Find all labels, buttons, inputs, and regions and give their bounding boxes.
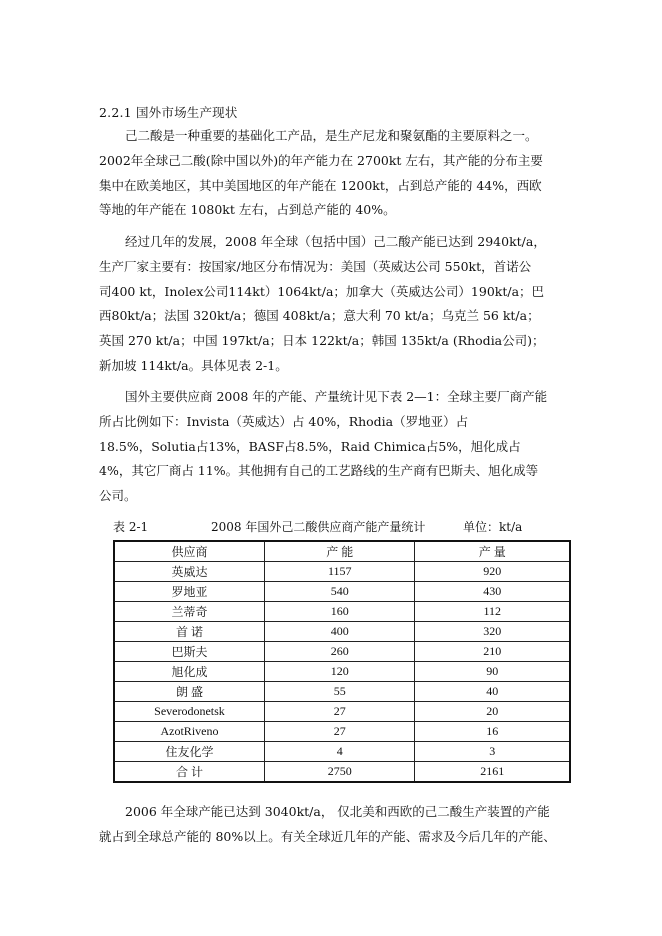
text-line: 集中在欧美地区，其中美国地区的年产能在 1200kt，占到总产能的 44%，西欧 <box>99 177 542 193</box>
cell-supplier: 首 诺 <box>114 622 264 642</box>
table-row <box>114 722 570 742</box>
cell-supplier: 旭化成 <box>114 662 264 682</box>
cell-capacity: 4 <box>264 742 415 762</box>
table-row <box>114 702 570 722</box>
cell-supplier: AzotRiveno <box>114 722 264 742</box>
cell-supplier: 住友化学 <box>114 742 264 762</box>
table-caption <box>113 518 573 535</box>
cell-supplier: 朗 盛 <box>114 682 264 702</box>
cell-supplier: Severodonetsk <box>114 702 264 722</box>
table-row <box>114 622 570 642</box>
cell-supplier: 兰蒂奇 <box>114 602 264 622</box>
cell-output: 430 <box>415 582 570 602</box>
cell-output: 920 <box>415 562 570 582</box>
table-caption-unit: 单位：kt/a <box>463 520 523 534</box>
text-line: 就占到全球总产能的 80%以上。有关全球近几年的产能、需求及今后几年的产能、 <box>99 828 556 844</box>
header-output: 产 量 <box>415 541 570 562</box>
paragraph-1 <box>99 124 569 223</box>
table-row <box>114 582 570 602</box>
header-supplier: 供应商 <box>114 541 264 562</box>
cell-output: 320 <box>415 622 570 642</box>
cell-supplier: 合 计 <box>114 762 264 783</box>
cell-output: 40 <box>415 682 570 702</box>
text-line: 等地的年产能在 1080kt 左右，占到总产能的 40%。 <box>99 202 396 218</box>
cell-output: 16 <box>415 722 570 742</box>
cell-supplier: 巴斯夫 <box>114 642 264 662</box>
supplier-capacity-table <box>113 540 571 783</box>
cell-capacity: 27 <box>264 722 415 742</box>
text-line: 2002年全球己二酸(除中国以外)的年产能力在 2700kt 左右，其产能的分布主要 <box>99 152 543 168</box>
cell-supplier: 罗地亚 <box>114 582 264 602</box>
table-row <box>114 662 570 682</box>
table-caption-title: 2008 年国外己二酸供应商产能产量统计 <box>211 520 426 534</box>
table-total-row <box>114 762 570 783</box>
cell-output: 2161 <box>415 762 570 783</box>
paragraph-3 <box>99 385 569 509</box>
text-line: 国外主要供应商 2008 年的产能、产量统计见下表 2—1：全球主要厂商产能 <box>125 389 548 404</box>
text-line: 司400 kt，Inolex公司114kt）1064kt/a；加拿大（英威达公司）190kt/a；巴 <box>99 283 545 299</box>
text-line: 4%，其它厂商占 11%。其他拥有自己的工艺路线的生产商有巴斯夫、旭化成等 <box>99 463 539 479</box>
text-line: 西80kt/a；法国 320kt/a；德国 408kt/a；意大利 70 kt/a；乌克兰 56 kt/a； <box>99 308 540 324</box>
text-line: 2006 年全球产能已达到 3040kt/a， 仅北美和西欧的己二酸生产装置的产能 <box>125 804 550 819</box>
paragraph-2 <box>99 230 569 379</box>
cell-capacity: 400 <box>264 622 415 642</box>
text-line: 英国 270 kt/a；中国 197kt/a；日本 122kt/a；韩国 135kt/a (Rhodia公司)； <box>99 333 545 349</box>
cell-capacity: 160 <box>264 602 415 622</box>
cell-capacity: 1157 <box>264 562 415 582</box>
text-line: 公司。 <box>99 488 137 504</box>
cell-capacity: 2750 <box>264 762 415 783</box>
text-line: 所占比例如下：Invista（英威达）占 40%，Rhodia（罗地亚）占 <box>99 413 469 429</box>
cell-capacity: 540 <box>264 582 415 602</box>
table-row <box>114 602 570 622</box>
cell-capacity: 55 <box>264 682 415 702</box>
text-line: 己二酸是一种重要的基础化工产品，是生产尼龙和聚氨酯的主要原料之一。 <box>125 128 538 143</box>
text-line: 新加坡 114kt/a。具体见表 2-1。 <box>99 357 288 373</box>
cell-output: 210 <box>415 642 570 662</box>
text-line: 生产厂家主要有：按国家/地区分布情况为：美国（英威达公司 550kt，首诺公 <box>99 258 532 274</box>
section-heading: 2.2.1 国外市场生产现状 <box>99 105 238 120</box>
paragraph-4 <box>99 800 569 850</box>
cell-output: 20 <box>415 702 570 722</box>
text-line: 经过几年的发展，2008 年全球（包括中国）己二酸产能已达到 2940kt/a， <box>125 234 546 249</box>
cell-output: 112 <box>415 602 570 622</box>
cell-capacity: 27 <box>264 702 415 722</box>
cell-supplier: 英威达 <box>114 562 264 582</box>
text-line: 18.5%，Solutia占13%，BASF占8.5%，Raid Chimica占5%，旭化成占 <box>99 438 521 454</box>
table-caption-label: 表 2-1 <box>113 520 149 534</box>
table-row <box>114 562 570 582</box>
table-header-row <box>114 541 570 562</box>
cell-output: 90 <box>415 662 570 682</box>
table-row <box>114 682 570 702</box>
table-row <box>114 742 570 762</box>
header-capacity: 产 能 <box>264 541 415 562</box>
table-row <box>114 642 570 662</box>
cell-capacity: 260 <box>264 642 415 662</box>
cell-capacity: 120 <box>264 662 415 682</box>
cell-output: 3 <box>415 742 570 762</box>
